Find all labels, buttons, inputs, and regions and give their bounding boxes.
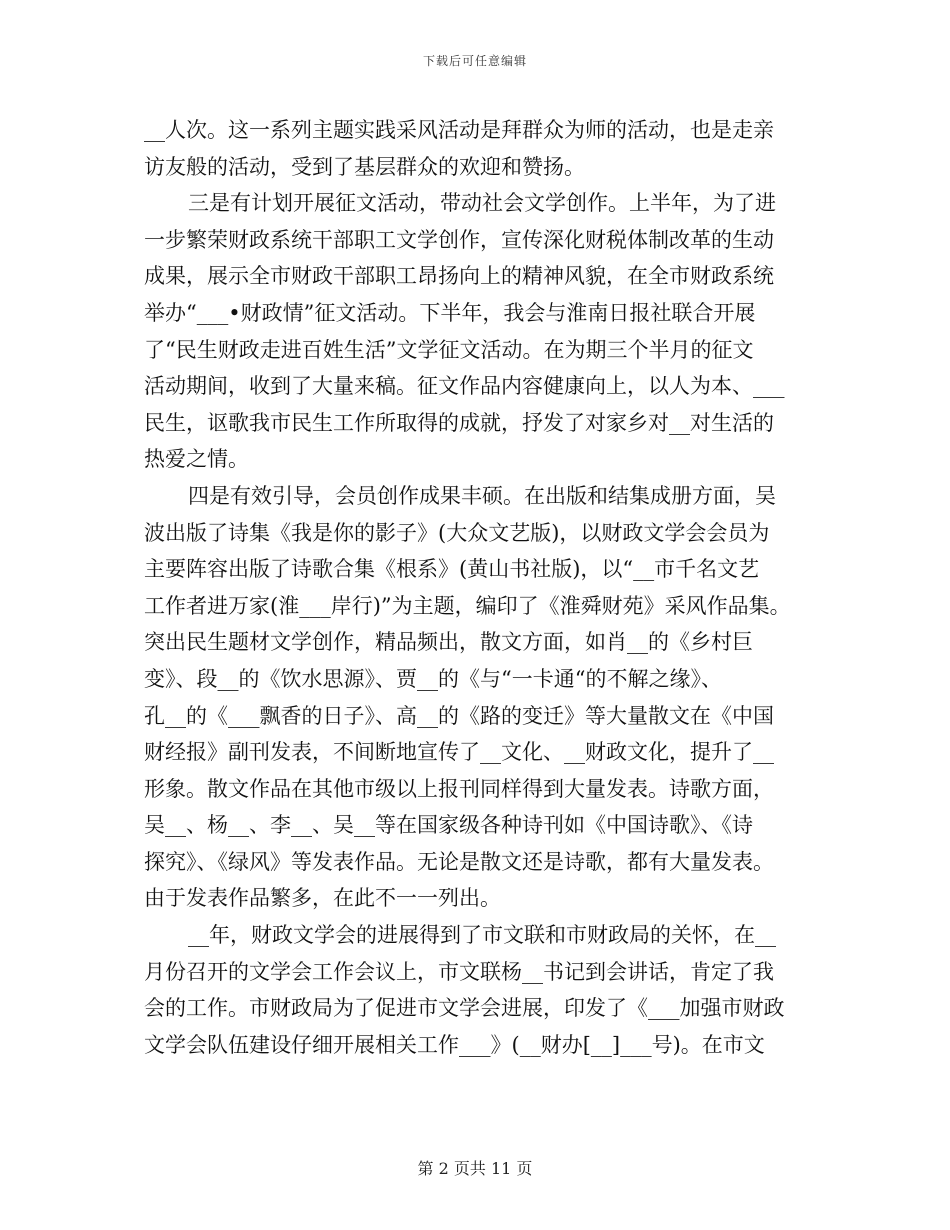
- text-line: 吴__、杨__、李__、吴__等在国家级各种诗刊如《中国诗歌》、《诗: [144, 813, 753, 838]
- text-line: 活动期间，收到了大量来稿。征文作品内容健康向上，以人为本、___: [144, 374, 785, 399]
- text-line: 月份召开的文学会工作会议上，市文联杨__书记到会讲话，肯定了我: [144, 959, 774, 984]
- text-line: 突出民生题材文学创作，精品频出，散文方面，如肖__的《乡村巨: [144, 630, 753, 655]
- text-line: 由于发表作品繁多，在此不一一列出。: [144, 886, 501, 911]
- text-line: 成果，展示全市财政干部职工昂扬向上的精神风貌，在全市财政系统: [144, 264, 774, 289]
- text-line: 波出版了诗集《我是你的影子》(大众文艺版)，以财政文学会会员为: [144, 520, 770, 545]
- text-line: 工作者进万家(淮___岸行)”为主题，编印了《淮舜财苑》采风作品集。: [144, 593, 791, 618]
- page-header: 下载后可任意编辑: [422, 54, 527, 68]
- text-line: 四是有效引导，会员创作成果丰硕。在出版和结集成册方面，吴: [188, 483, 776, 508]
- text-line: 了“民生财政走进百姓生活”文学征文活动。在为期三个半月的征文: [144, 337, 754, 362]
- text-line: 主要阵容出版了诗歌合集《根系》(黄山书社版)，以“__市千名文艺: [144, 557, 760, 582]
- page-footer: 第 2 页共 11 页: [417, 1159, 533, 1178]
- text-line: 财经报》副刊发表，不间断地宣传了__文化、__财政文化，提升了__: [144, 740, 774, 765]
- text-line: 孔__的《___飘香的日子》、高__的《路的变迁》等大量散文在《中国: [144, 703, 774, 728]
- text-line: 文学会队伍建设仔细开展相关工作___》(__财办[__]___号)。在市文: [144, 1032, 765, 1057]
- text-line: 举办“___•财政情”征文活动。下半年，我会与淮南日报社联合开展: [144, 300, 756, 325]
- text-line: __人次。这一系列主题实践采风活动是拜群众为师的活动，也是走亲: [144, 118, 774, 142]
- text-line: 形象。散文作品在其他市级以上报刊同样得到大量发表。诗歌方面，: [144, 776, 774, 801]
- text-line: 三是有计划开展征文活动，带动社会文学创作。上半年，为了进: [188, 191, 776, 216]
- text-line: __年，财政文学会的进展得到了市文联和市财政局的关怀，在__: [188, 923, 776, 948]
- text-line: 变》、段__的《饮水思源》、贾__的《与“一卡通“的不解之缘》、: [144, 666, 722, 691]
- text-line: 热爱之情。: [144, 447, 249, 472]
- text-line: 会的工作。市财政局为了促进市文学会进展，印发了《___加强市财政: [144, 996, 785, 1021]
- text-line: 访友般的活动，受到了基层群众的欢迎和赞扬。: [144, 154, 585, 179]
- text-line: 民生，讴歌我市民生工作所取得的成就，抒发了对家乡对__对生活的: [144, 410, 774, 435]
- document-body: [144, 112, 824, 1063]
- text-line: 探究》、《绿风》等发表作品。无论是散文还是诗歌，都有大量发表。: [144, 849, 774, 874]
- text-line: 一步繁荣财政系统干部职工文学创作，宣传深化财税体制改革的生动: [144, 227, 774, 252]
